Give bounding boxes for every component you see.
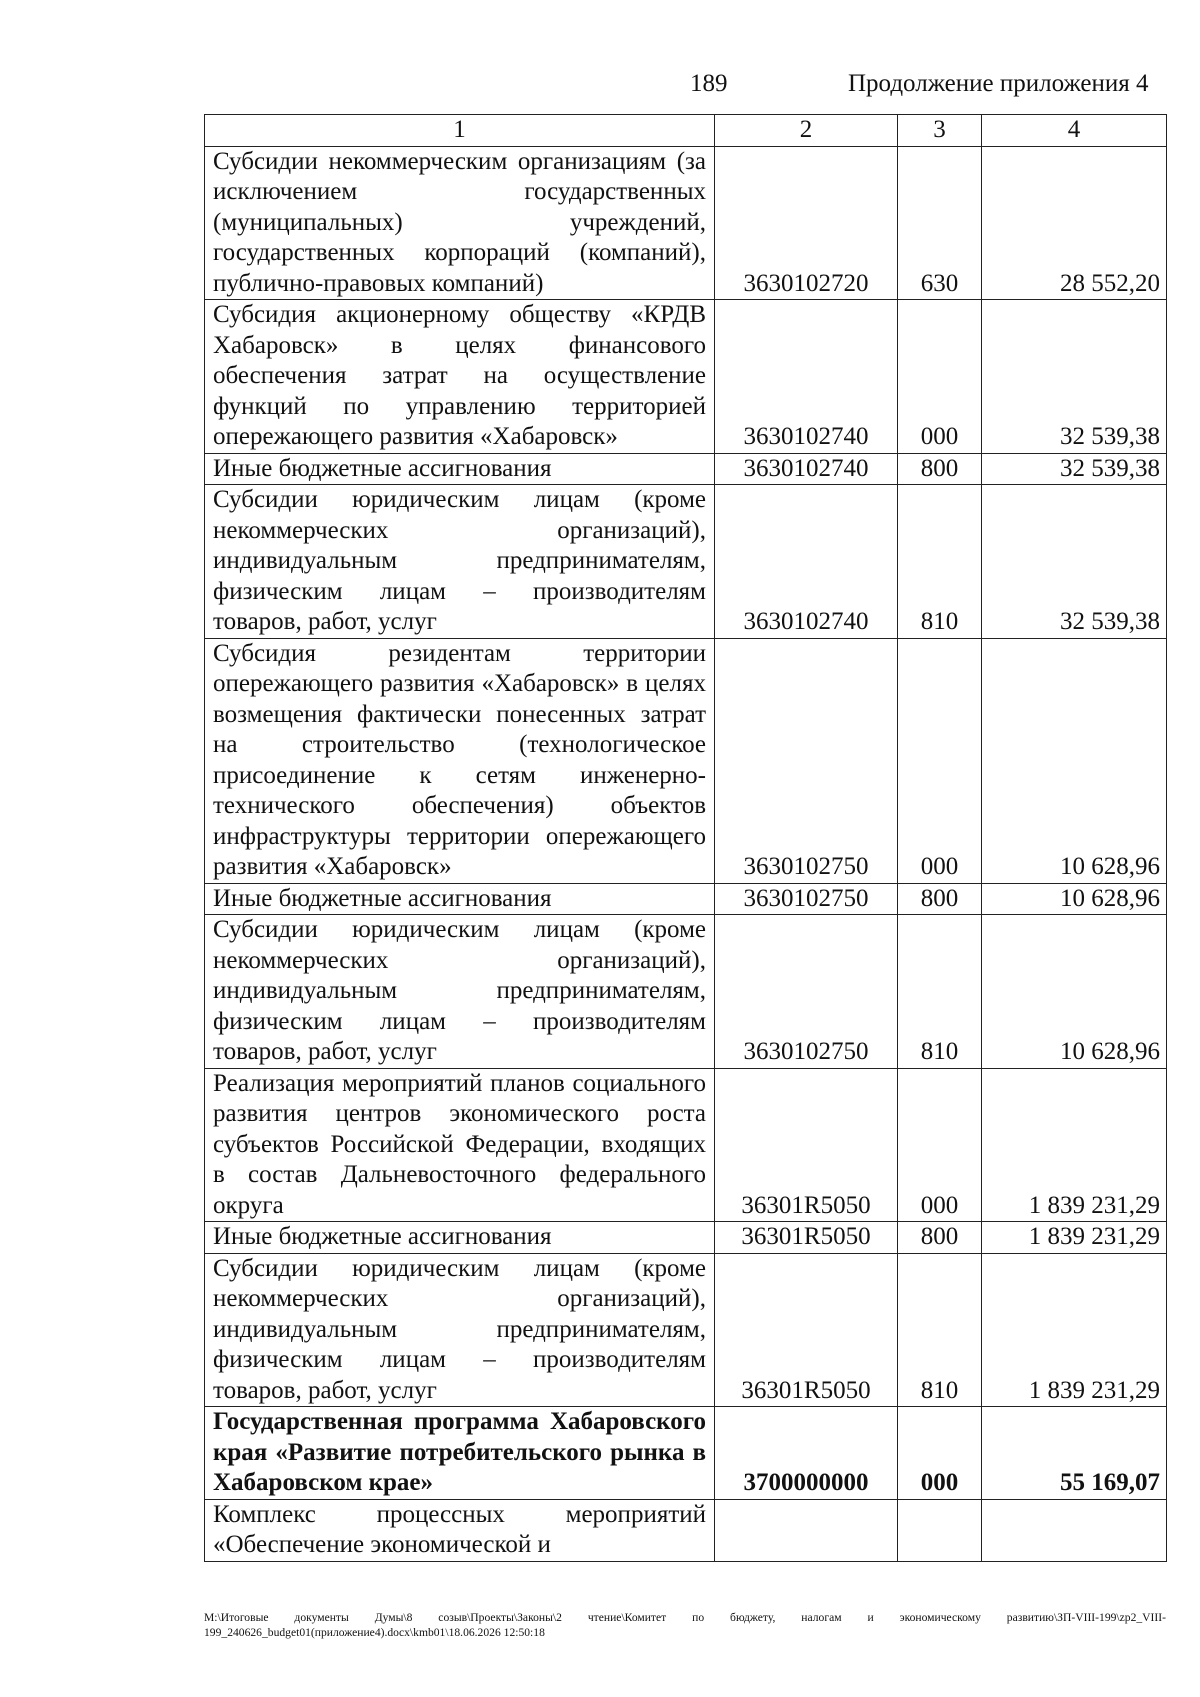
row-target-article-cell: 36301R5050 xyxy=(715,1222,898,1254)
row-target-article-cell xyxy=(715,1499,898,1561)
budget-table xyxy=(204,114,1167,1562)
row-expense-type-cell: 810 xyxy=(898,1253,982,1407)
appendix-continuation-label: Продолжение приложения 4 xyxy=(848,70,1149,97)
row-expense-type-cell: 000 xyxy=(898,1068,982,1222)
row-amount-cell: 1 839 231,29 xyxy=(982,1222,1167,1254)
row-amount-cell: 55 169,07 xyxy=(982,1407,1167,1500)
table-row xyxy=(205,300,1167,454)
row-target-article-cell: 3630102740 xyxy=(715,453,898,485)
row-expense-type-cell xyxy=(898,1499,982,1561)
table-row xyxy=(205,485,1167,639)
row-expense-type-cell: 800 xyxy=(898,883,982,915)
row-name-cell: Субсидии юридическим лицам (кроме некоммерческих организаций), индивидуальным предпринимателям, физическим лицам – производителям товаров, работ, услуг xyxy=(205,1253,715,1407)
table-body xyxy=(205,146,1167,1561)
row-amount-cell: 10 628,96 xyxy=(982,915,1167,1069)
table-row xyxy=(205,915,1167,1069)
row-name-cell: Иные бюджетные ассигнования xyxy=(205,1222,715,1254)
table-header xyxy=(205,115,1167,147)
file-path-footer: M:\Итоговые документы Думы\8 созыв\Проекты\Законы\2 чтение\Комитет по бюджету, налогам и экономическому развитию\ЗП-VIII-199\zp2_VIII-199_240626_budget01(приложение4).docx\kmb01\18.06.2026 12:50:18 xyxy=(204,1611,1166,1639)
row-name-cell: Субсидии некоммерческим организациям (за исключением государственных (муниципальных) учреждений, государственных корпораций (компаний), публично-правовых компаний) xyxy=(205,146,715,300)
row-amount-cell xyxy=(982,1499,1167,1561)
column-header-2: 2 xyxy=(715,115,898,147)
row-name-cell: Субсидия резидентам территории опережающего развития «Хабаровск» в целях возмещения фактически понесенных затрат на строительство (технологическое присоединение к сетям инженерно-технического обеспечения) объектов инфраструктуры территории опережающего развития «Хабаровск» xyxy=(205,638,715,883)
column-header-1: 1 xyxy=(205,115,715,147)
row-target-article-cell: 3630102750 xyxy=(715,638,898,883)
row-amount-cell: 1 839 231,29 xyxy=(982,1068,1167,1222)
row-target-article-cell: 3630102750 xyxy=(715,883,898,915)
row-amount-cell: 1 839 231,29 xyxy=(982,1253,1167,1407)
column-header-4: 4 xyxy=(982,115,1167,147)
table-row xyxy=(205,1068,1167,1222)
row-target-article-cell: 3630102740 xyxy=(715,485,898,639)
table-row xyxy=(205,1499,1167,1561)
row-name-cell: Государственная программа Хабаровского края «Развитие потребительского рынка в Хабаровском крае» xyxy=(205,1407,715,1500)
table-row xyxy=(205,638,1167,883)
row-expense-type-cell: 800 xyxy=(898,453,982,485)
row-target-article-cell: 3630102720 xyxy=(715,146,898,300)
table-row xyxy=(205,453,1167,485)
table-row xyxy=(205,1222,1167,1254)
row-amount-cell: 10 628,96 xyxy=(982,883,1167,915)
row-name-cell: Иные бюджетные ассигнования xyxy=(205,453,715,485)
row-expense-type-cell: 810 xyxy=(898,915,982,1069)
row-target-article-cell: 3630102740 xyxy=(715,300,898,454)
table-row xyxy=(205,1253,1167,1407)
row-target-article-cell: 36301R5050 xyxy=(715,1068,898,1222)
row-amount-cell: 32 539,38 xyxy=(982,453,1167,485)
table-row xyxy=(205,146,1167,300)
table-row xyxy=(205,883,1167,915)
row-target-article-cell: 3700000000 xyxy=(715,1407,898,1500)
row-amount-cell: 28 552,20 xyxy=(982,146,1167,300)
row-name-cell: Комплекс процессных мероприятий «Обеспечение экономической и xyxy=(205,1499,715,1561)
row-expense-type-cell: 000 xyxy=(898,638,982,883)
page-number: 189 xyxy=(690,70,728,97)
row-expense-type-cell: 000 xyxy=(898,1407,982,1500)
table-row xyxy=(205,1407,1167,1500)
row-target-article-cell: 3630102750 xyxy=(715,915,898,1069)
row-name-cell: Субсидии юридическим лицам (кроме некоммерческих организаций), индивидуальным предпринимателям, физическим лицам – производителям товаров, работ, услуг xyxy=(205,915,715,1069)
row-name-cell: Субсидия акционерному обществу «КРДВ Хабаровск» в целях финансового обеспечения затрат на осуществление функций по управлению территорией опережающего развития «Хабаровск» xyxy=(205,300,715,454)
row-expense-type-cell: 800 xyxy=(898,1222,982,1254)
row-amount-cell: 32 539,38 xyxy=(982,485,1167,639)
row-name-cell: Реализация мероприятий планов социального развития центров экономического роста субъектов Российской Федерации, входящих в состав Дальневосточного федерального округа xyxy=(205,1068,715,1222)
row-name-cell: Субсидии юридическим лицам (кроме некоммерческих организаций), индивидуальным предпринимателям, физическим лицам – производителям товаров, работ, услуг xyxy=(205,485,715,639)
row-amount-cell: 32 539,38 xyxy=(982,300,1167,454)
row-expense-type-cell: 630 xyxy=(898,146,982,300)
row-name-cell: Иные бюджетные ассигнования xyxy=(205,883,715,915)
row-amount-cell: 10 628,96 xyxy=(982,638,1167,883)
column-number-row xyxy=(205,115,1167,147)
row-expense-type-cell: 000 xyxy=(898,300,982,454)
column-header-3: 3 xyxy=(898,115,982,147)
row-expense-type-cell: 810 xyxy=(898,485,982,639)
row-target-article-cell: 36301R5050 xyxy=(715,1253,898,1407)
